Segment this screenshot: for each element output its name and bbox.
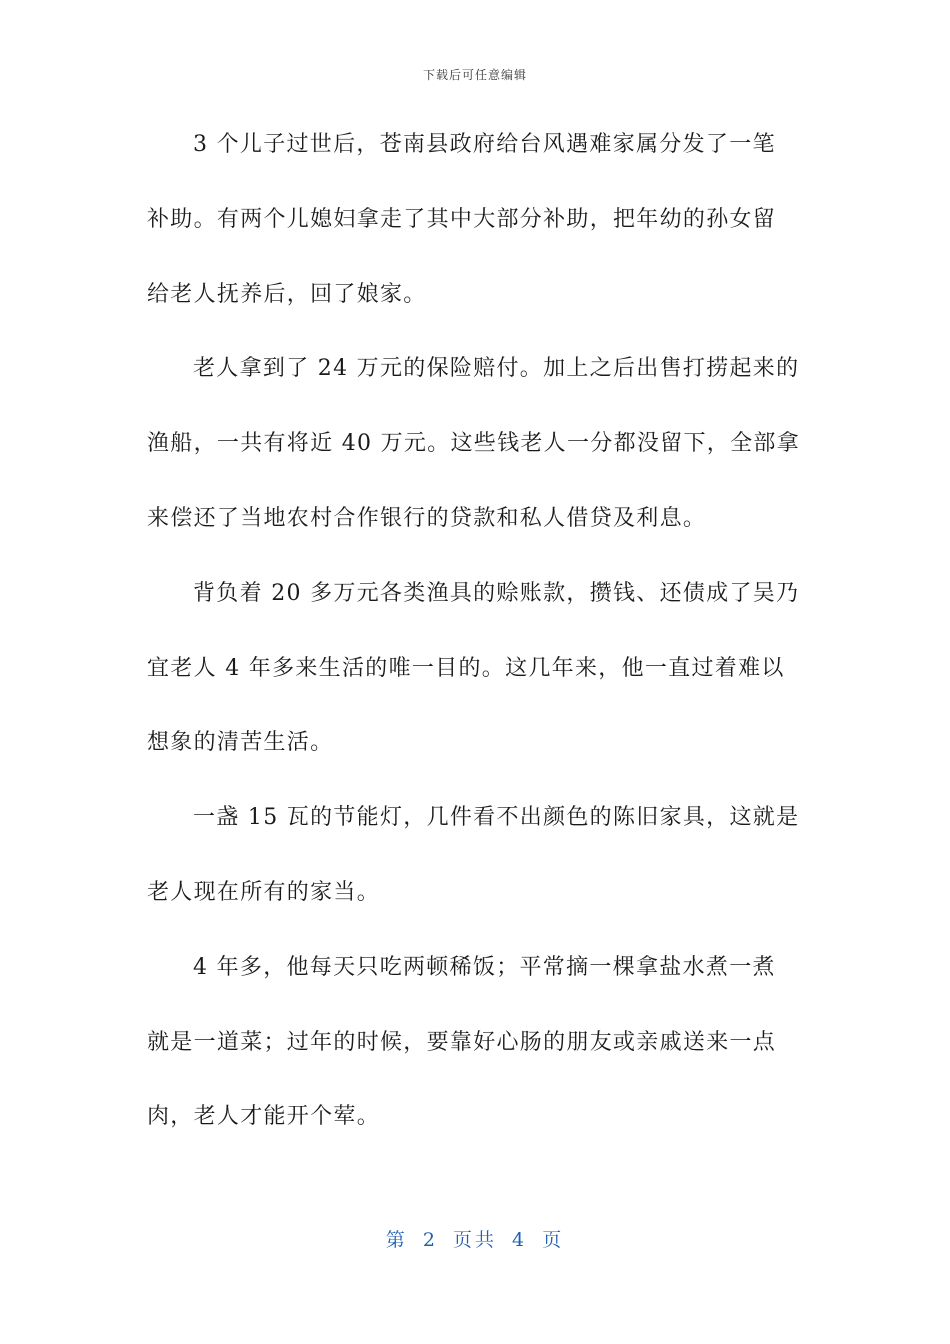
paragraph-line: 一盏 15 瓦的节能灯，几件看不出颜色的陈旧家具，这就是 [193, 805, 800, 831]
paragraph-line: 给老人抚养后，回了娘家。 [147, 281, 427, 307]
paragraph-line: 宜老人 4 年多来生活的唯一目的。这几年来，他一直过着难以 [147, 655, 785, 681]
footer-prefix: 第 [385, 1229, 408, 1251]
paragraph-line: 补助。有两个儿媳妇拿走了其中大部分补助，把年幼的孙女留 [147, 206, 777, 232]
page-number-footer [0, 1225, 950, 1252]
paragraph-line: 来偿还了当地农村合作银行的贷款和私人借贷及利息。 [147, 505, 707, 531]
paragraph-line: 背负着 20 多万元各类渔具的赊账款，攒钱、还债成了吴乃 [193, 580, 800, 606]
footer-suffix: 页 [542, 1229, 565, 1251]
current-page-number: 2 [422, 1229, 438, 1251]
footer-middle: 页共 [452, 1229, 497, 1251]
paragraph-line: 想象的清苦生活。 [147, 730, 334, 756]
paragraph-line: 4 年多，他每天只吃两顿稀饭；平常摘一棵拿盐水煮一煮 [193, 954, 776, 980]
document-body [147, 122, 807, 1169]
paragraph-line: 老人现在所有的家当。 [147, 879, 381, 905]
page-header: 下载后可任意编辑 [422, 68, 527, 82]
paragraph-line: 就是一道菜；过年的时候，要靠好心肠的朋友或亲戚送来一点 [147, 1029, 777, 1055]
paragraph-line: 老人拿到了 24 万元的保险赔付。加上之后出售打捞起来的 [193, 356, 800, 382]
total-pages-number: 4 [512, 1229, 528, 1251]
paragraph-line: 肉，老人才能开个荤。 [147, 1104, 381, 1130]
paragraph-line: 3 个儿子过世后，苍南县政府给台风遇难家属分发了一笔 [193, 132, 776, 157]
paragraph-line: 渔船，一共有将近 40 万元。这些钱老人一分都没留下，全部拿 [147, 431, 800, 457]
